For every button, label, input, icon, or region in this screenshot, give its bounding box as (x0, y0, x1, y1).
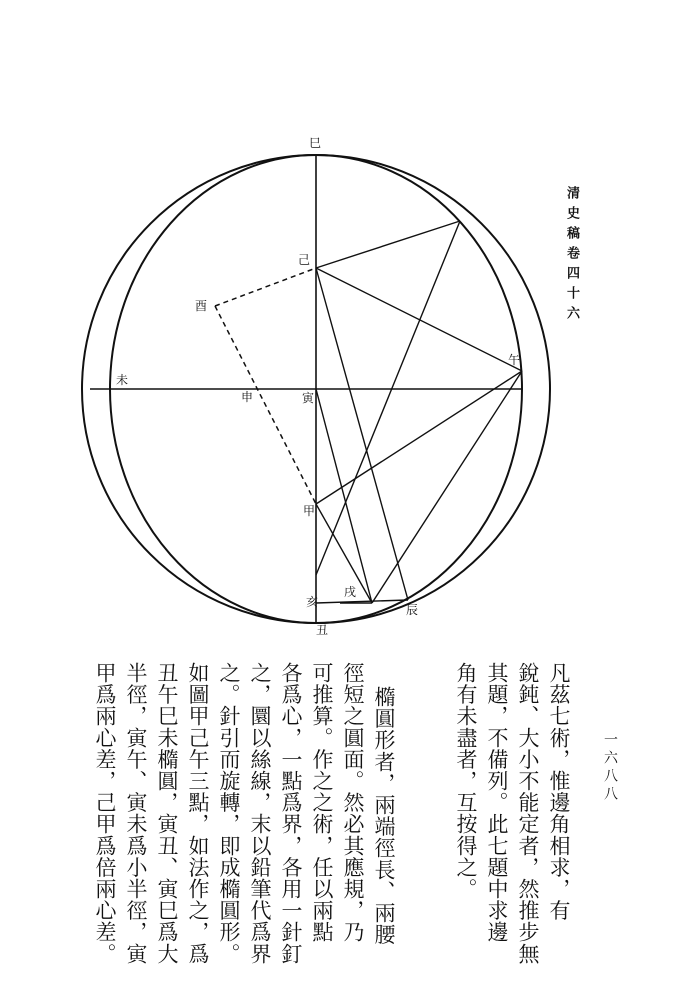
label-chen: 辰 (406, 603, 419, 617)
text-column-2: 銳鈍、大小不能定者，然推步無 (516, 662, 540, 965)
line-wu-xu (372, 371, 522, 603)
line-yin-xu (316, 389, 372, 603)
line-ji-wu (316, 268, 522, 371)
text-column-10: 之。針引而旋轉，即成橢圓形。 (217, 662, 241, 965)
line-jia-wu (316, 371, 522, 504)
page-number: 一六八八 (602, 732, 618, 804)
text-column-3: 其題，不備列。此七題中求邊 (485, 662, 509, 943)
dashed-you-ji (215, 268, 316, 306)
label-si-top: 巳 (309, 136, 322, 150)
label-hai: 亥 (306, 595, 319, 609)
label-you: 酉 (195, 299, 208, 313)
text-column-14: 甲爲兩心差，己甲爲倍兩心差。 (93, 662, 117, 965)
text-column-9: 之，圜以絲線，末以鉛筆代爲界 (248, 662, 272, 965)
running-header: 清史稿卷四十六 (564, 186, 579, 326)
label-wu: 午 (508, 353, 521, 367)
line-point-lower (316, 221, 460, 575)
label-wei: 未 (116, 373, 129, 387)
line-ji-point (316, 221, 460, 268)
label-chou: 丑 (316, 623, 329, 637)
dashed-you-jia (215, 306, 316, 504)
label-jia: 甲 (303, 504, 316, 518)
text-column-12: 丑午巳未橢圓，寅丑、寅巳爲大 (155, 662, 179, 965)
text-column-13: 半徑，寅午、寅未爲小半徑，寅 (124, 662, 148, 965)
text-column-8: 各爲心，一點爲界，各用一針釘 (279, 662, 303, 965)
label-shen: 申 (241, 390, 254, 404)
text-column-11: 如圖甲己午三點，如法作之，爲 (186, 662, 210, 965)
text-column-7: 可推算。作之之術，任以兩點 (310, 662, 334, 943)
text-column-6: 徑短之圓面。然必其應規，乃 (341, 662, 365, 943)
label-yin: 寅 (302, 391, 315, 405)
text-column-4: 角有未盡者，互按得之。 (454, 662, 478, 900)
label-ji: 己 (298, 253, 311, 267)
line-ji-chen (316, 268, 408, 600)
text-column-5: 橢圓形者，兩端徑長、兩腰 (372, 686, 396, 946)
text-column-1: 凡茲七術，惟邊角相求，有 (547, 662, 571, 922)
label-xu: 戌 (344, 585, 357, 599)
